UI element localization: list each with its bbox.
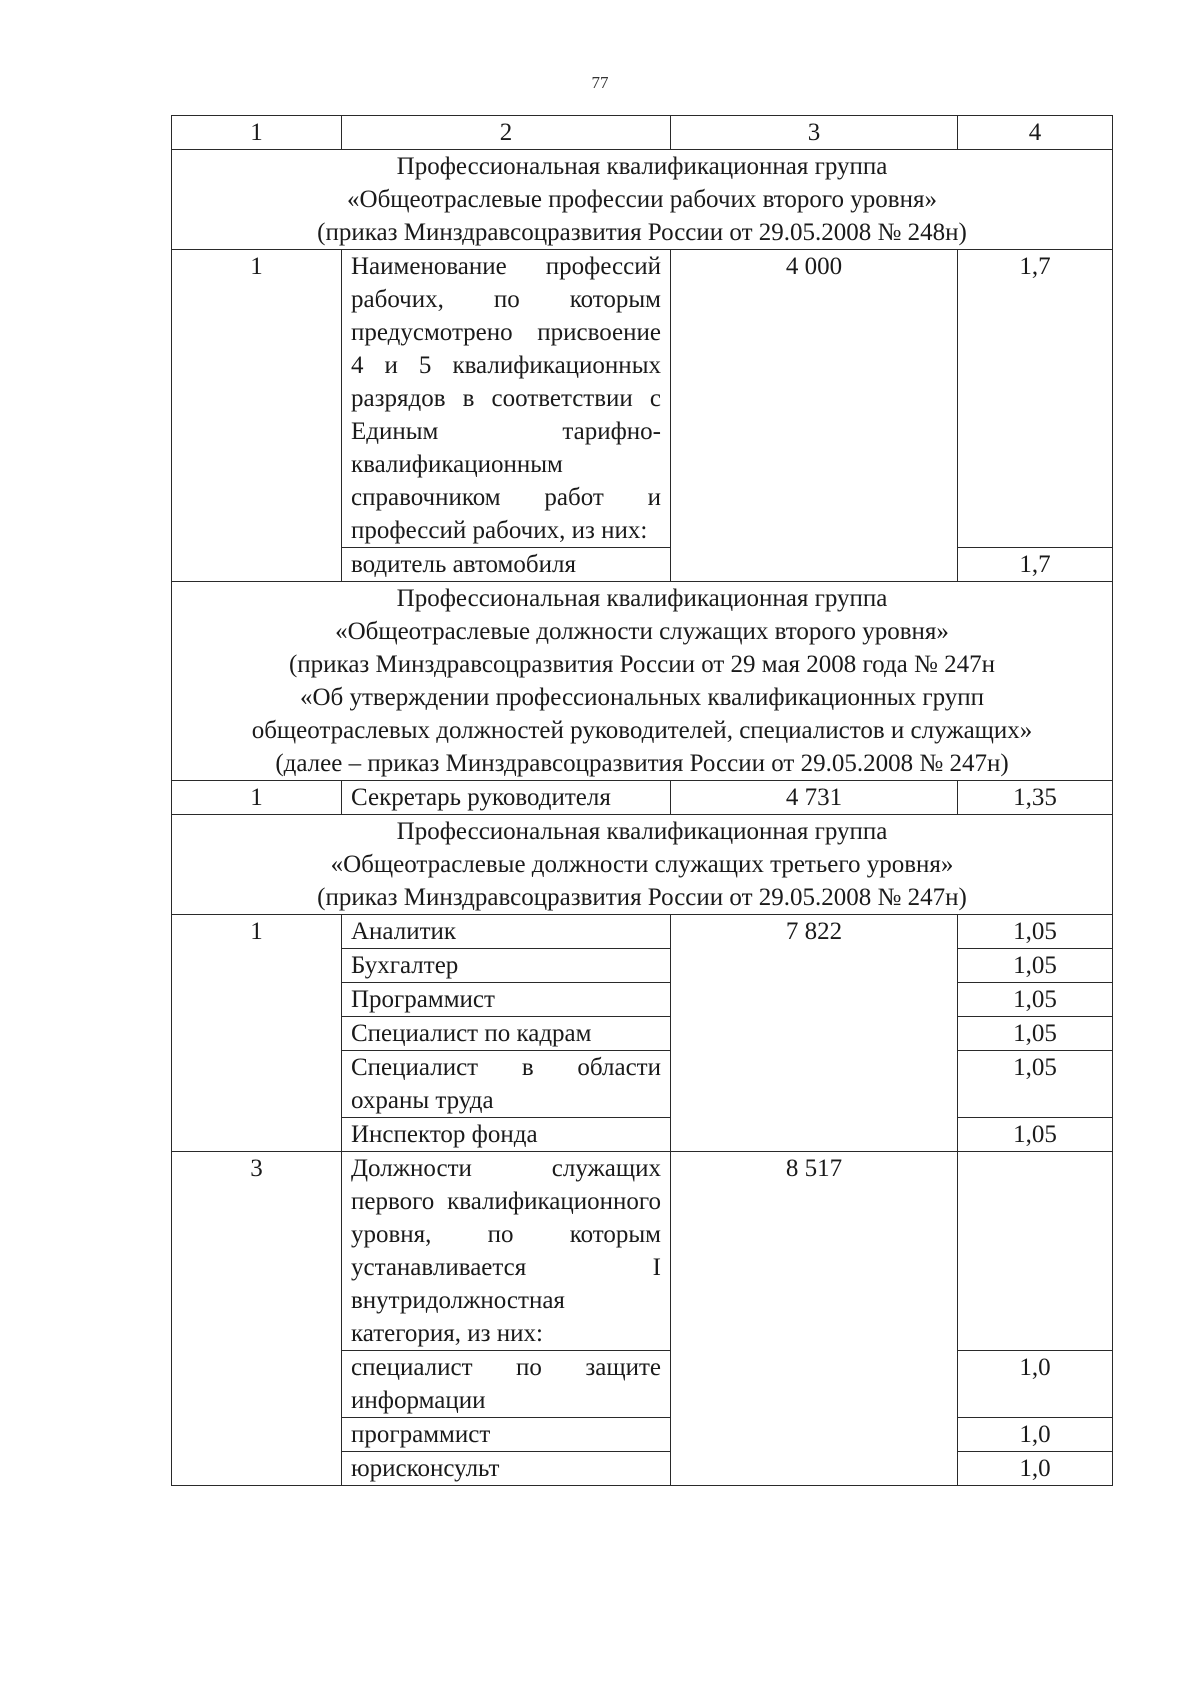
coefficient: 1,7 — [958, 250, 1113, 548]
salary: 8 517 — [671, 1152, 958, 1486]
coefficient: 1,05 — [958, 983, 1113, 1017]
salary: 4 731 — [671, 781, 958, 815]
header-cell: 2 — [342, 116, 671, 150]
position-name: юрисконсульт — [342, 1452, 671, 1486]
qualification-table — [171, 115, 1113, 1486]
page-number: 77 — [591, 73, 609, 92]
position-name: Аналитик — [342, 915, 671, 949]
level-number: 1 — [172, 250, 342, 582]
position-name: Специалист в области охраны труда — [342, 1051, 671, 1118]
coefficient: 1,05 — [958, 1017, 1113, 1051]
header-cell: 3 — [671, 116, 958, 150]
position-name: Бухгалтер — [342, 949, 671, 983]
group-title: Профессиональная квалификационная группа «Общеотраслевые должности служащих второго уровня» (приказ Минздравсоцразвития России от 29 мая 2008 года № 247н «Об утверждении профессиональных квалификационных групп общеотраслевых должностей руководителей, специалистов и служащих» (далее – приказ Минздравсоцразвития России от 29.05.2008 № 247н) — [172, 582, 1113, 781]
group-title: Профессиональная квалификационная группа «Общеотраслевые профессии рабочих второго уровня» (приказ Минздравсоцразвития России от 29.05.2008 № 248н) — [172, 150, 1113, 250]
level-number: 1 — [172, 915, 342, 1152]
position-name: водитель автомобиля — [342, 548, 671, 582]
position-name: Инспектор фонда — [342, 1118, 671, 1152]
level-number: 3 — [172, 1152, 342, 1486]
position-name: Программист — [342, 983, 671, 1017]
position-name: программист — [342, 1418, 671, 1452]
group-title-row — [172, 582, 1113, 781]
coefficient: 1,7 — [958, 548, 1113, 582]
position-name: Секретарь руководителя — [342, 781, 671, 815]
coefficient: 1,35 — [958, 781, 1113, 815]
group-title-row — [172, 150, 1113, 250]
coefficient: 1,05 — [958, 1118, 1113, 1152]
header-row — [172, 116, 1113, 150]
position-name: специалист по защите информации — [342, 1351, 671, 1418]
coefficient: 1,0 — [958, 1452, 1113, 1486]
level-number: 1 — [172, 781, 342, 815]
coefficient: 1,05 — [958, 1051, 1113, 1118]
table-row — [172, 1152, 1113, 1351]
coefficient: 1,0 — [958, 1418, 1113, 1452]
table-row — [172, 915, 1113, 949]
table-row — [172, 250, 1113, 548]
coefficient: 1,0 — [958, 1351, 1113, 1418]
position-name: Специалист по кадрам — [342, 1017, 671, 1051]
header-cell: 1 — [172, 116, 342, 150]
salary: 7 822 — [671, 915, 958, 1152]
group-title-row — [172, 815, 1113, 915]
header-cell: 4 — [958, 116, 1113, 150]
level-description: Должности служащих первого квалификационного уровня, по которым устанавливается I внутридолжностная категория, из них: — [342, 1152, 671, 1351]
coefficient: 1,05 — [958, 949, 1113, 983]
table-row — [172, 781, 1113, 815]
salary: 4 000 — [671, 250, 958, 582]
level-description: Наименование профессий рабочих, по которым предусмотрено присвоение 4 и 5 квалификационных разрядов в соответствии с Единым тарифно-квалификационным справочником работ и профессий рабочих, из них: — [342, 250, 671, 548]
group-title: Профессиональная квалификационная группа «Общеотраслевые должности служащих третьего уровня» (приказ Минздравсоцразвития России от 29.05.2008 № 247н) — [172, 815, 1113, 915]
coefficient — [958, 1152, 1113, 1351]
coefficient: 1,05 — [958, 915, 1113, 949]
